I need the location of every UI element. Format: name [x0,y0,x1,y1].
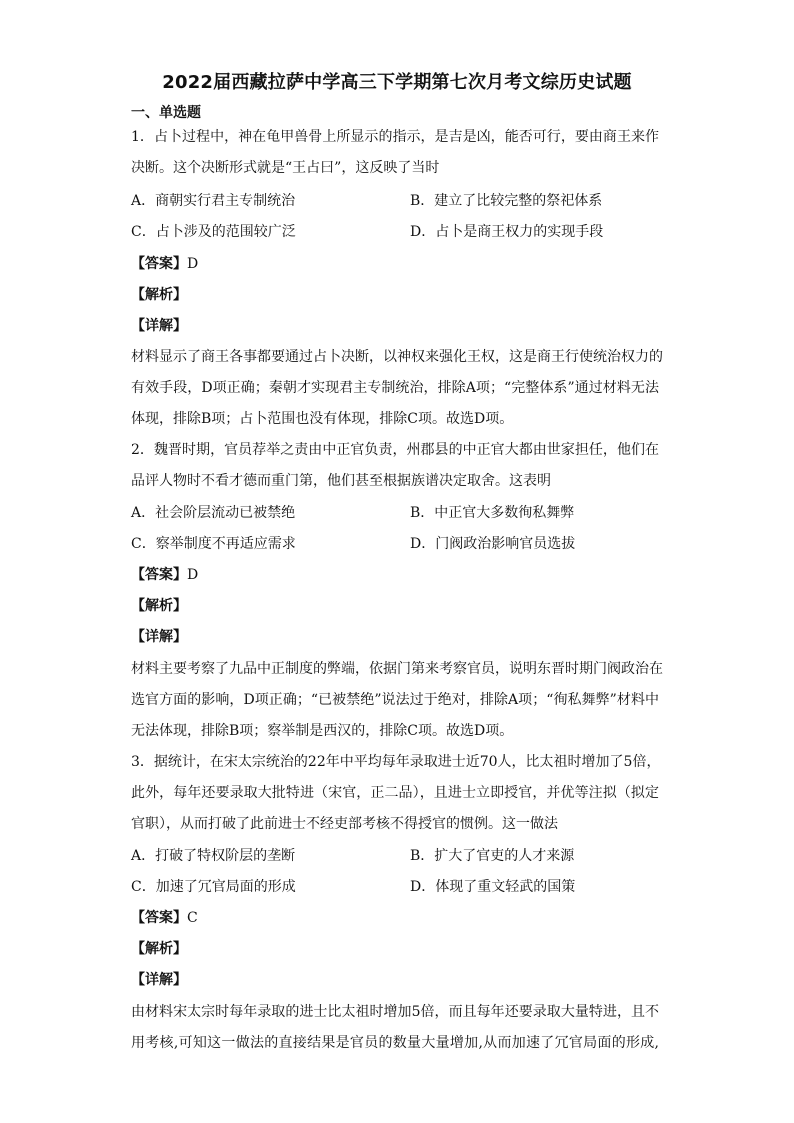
question-1-stem-line-1: 1．占卜过程中，神在龟甲兽骨上所显示的指示，是吉是凶，能否可行，要由商王来作 [131,129,659,145]
question-1-detail-line-1: 材料显示了商王各事都要通过占卜决断，以神权来强化王权，这是商王行使统治权力的 [131,349,663,365]
question-1-option-b: B．建立了比较完整的祭祀体系 [410,193,603,209]
question-3-answer [131,909,198,927]
page-title: 2022届西藏拉萨中学高三下学期第七次月考文综历史试题 [162,72,632,93]
question-1-answer [131,255,198,273]
question-2-detail-line-3: 无法体现，排除B项；察举制是西汉的，排除C项。故选D项。 [131,723,514,739]
question-1-stem-line-2: 决断。这个决断形式就是“王占曰”，这反映了当时 [131,160,440,176]
answer-label: 【答案】 [131,567,187,583]
question-3-stem-line-2: 此外，每年还要录取大批特进（宋官，正二品），且进士立即授官，并优等注拟（拟定 [131,785,659,801]
question-3-answer-value: C [187,910,198,926]
question-2-option-d: D．门阀政治影响官员选拔 [410,536,576,552]
answer-label: 【答案】 [131,910,187,926]
question-2-analysis-label: 【解析】 [131,598,187,614]
question-3-option-c: C．加速了冗官局面的形成 [131,879,296,895]
question-1-detail-line-2: 有效手段，D项正确；秦朝才实现君主专制统治，排除A项；“完整体系”通过材料无法 [131,380,659,396]
question-2-stem-line-1: 2．魏晋时期，官员荐举之责由中正官负责，州郡县的中正官大都由世家担任，他们在 [131,442,659,458]
section-heading: 一、单选题 [131,105,201,121]
question-2-detail-line-1: 材料主要考察了九品中正制度的弊端，依据门第来考察官员，说明东晋时期门阀政治在 [131,661,663,677]
question-3-detail-line-2: 用考核,可知这一做法的直接结果是官员的数量大量增加,从而加速了冗官局面的形成, [131,1035,659,1051]
question-1-detail-label: 【详解】 [131,318,187,334]
question-2-stem-line-2: 品评人物时不看才德而重门第，他们甚至根据族谱决定取舍。这表明 [131,473,551,489]
question-3-stem-line-1: 3．据统计，在宋太宗统治的22年中平均每年录取进士近70人，比太祖时增加了5倍， [131,754,661,770]
answer-label: 【答案】 [131,256,187,272]
question-2-option-b: B．中正官大多数徇私舞弊 [410,505,575,521]
question-3-option-d: D．体现了重文轻武的国策 [410,879,576,895]
question-1-answer-value: D [187,256,199,272]
question-2-option-a: A．社会阶层流动已被禁绝 [131,505,296,521]
question-1-analysis-label: 【解析】 [131,287,187,303]
question-1-option-c: C．占卜涉及的范围较广泛 [131,224,296,240]
question-2-answer-value: D [187,567,199,583]
question-2-option-c: C．察举制度不再适应需求 [131,536,296,552]
question-3-stem-line-3: 官职），从而打破了此前进士不经吏部考核不得授官的惯例。这一做法 [131,816,558,832]
question-1-option-a: A．商朝实行君主专制统治 [131,193,296,209]
question-3-analysis-label: 【解析】 [131,941,187,957]
question-3-detail-line-1: 由材料宋太宗时每年录取的进士比太祖时增加5倍，而且每年还要录取大量特进，且不 [131,1004,659,1020]
question-2-detail-label: 【详解】 [131,629,187,645]
question-3-detail-label: 【详解】 [131,972,187,988]
question-3-option-b: B．扩大了官吏的人才来源 [410,848,575,864]
question-1-option-d: D．占卜是商王权力的实现手段 [410,224,604,240]
question-2-answer [131,566,198,584]
question-2-detail-line-2: 选官方面的影响，D项正确；“已被禁绝”说法过于绝对，排除A项；“徇私舞弊”材料中 [131,692,659,708]
question-3-option-a: A．打破了特权阶层的垄断 [131,848,296,864]
question-1-detail-line-3: 体现，排除B项；占卜范围也没有体现，排除C项。故选D项。 [131,411,514,427]
